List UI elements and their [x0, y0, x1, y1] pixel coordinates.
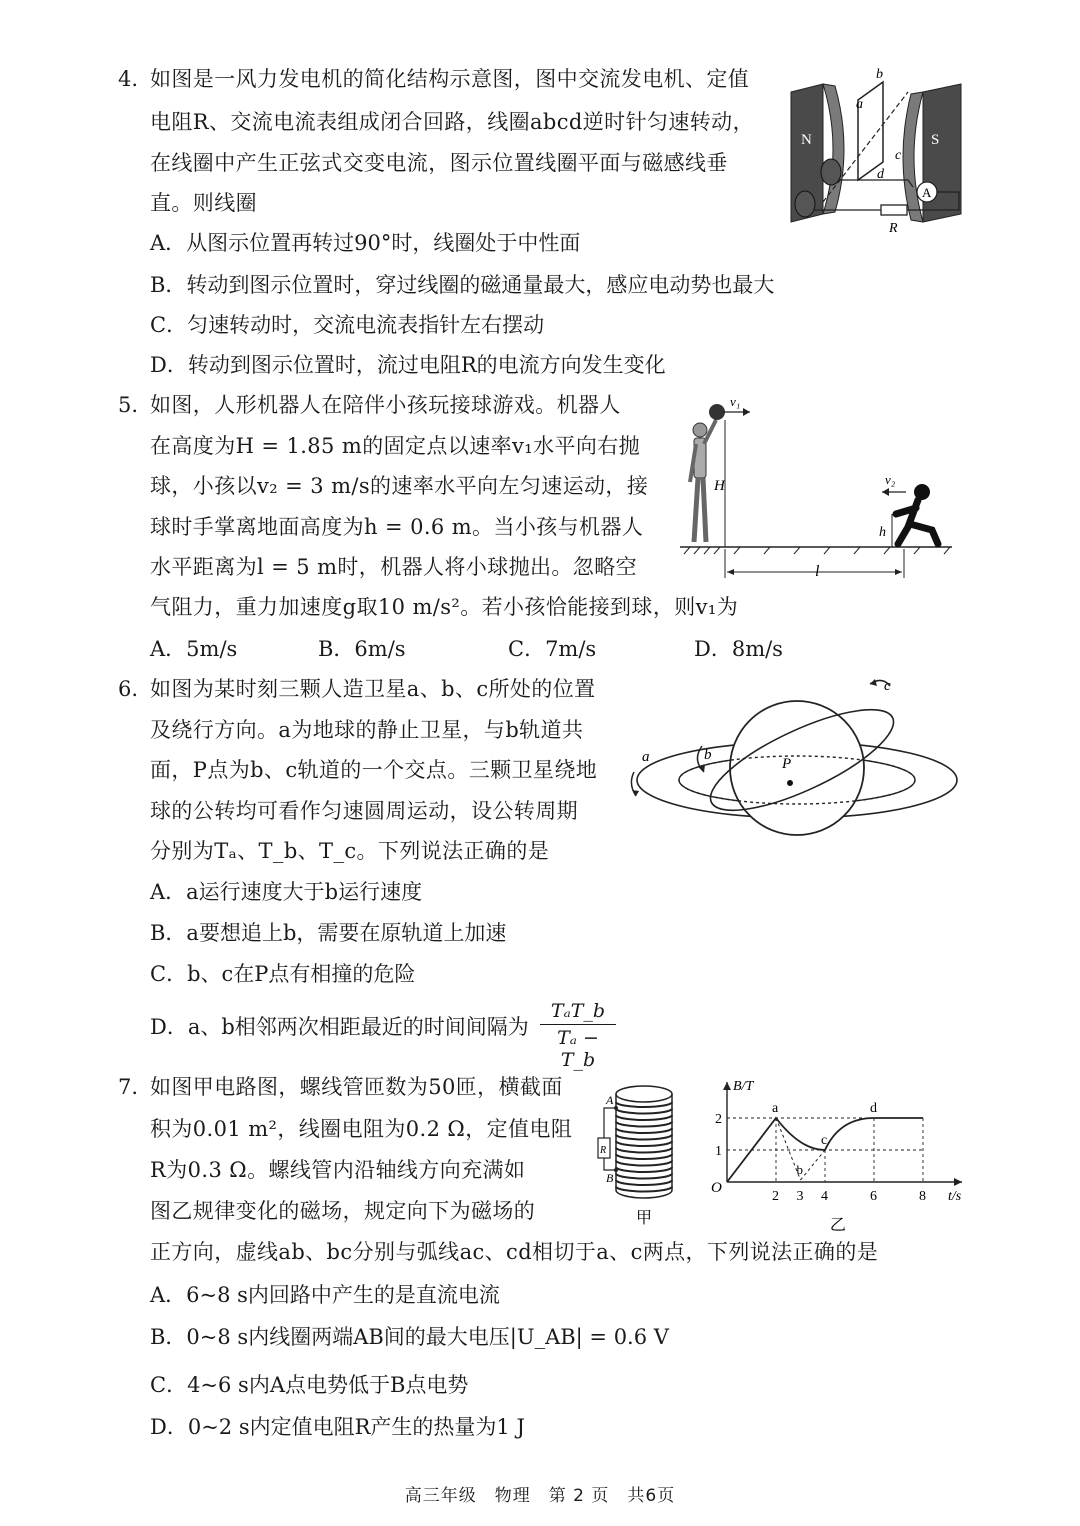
figure-yi-caption: 乙	[829, 1217, 846, 1234]
point-c-label: c	[821, 1133, 828, 1148]
terminal-B-label: B	[606, 1171, 614, 1185]
v2-label: v₂	[885, 472, 896, 487]
q6-option-a: A．a运行速度大于b运行速度	[150, 880, 423, 904]
resistor-label: R	[889, 221, 898, 236]
q4-option-a: A．从图示位置再转过90°时，线圈处于中性面	[150, 231, 581, 255]
x-tick-label: 8	[919, 1189, 926, 1204]
terminal-A-label: A	[606, 1093, 614, 1107]
point-d-label: d	[870, 1101, 877, 1116]
q6-line-2: 及绕行方向。a为地球的静止卫星，与b轨道共	[150, 718, 584, 742]
q7-option-d: D．0~2 s内定值电阻R产生的热量为1 J	[150, 1415, 525, 1439]
tangent-bc	[801, 1150, 826, 1180]
satellite-b-label: b	[704, 747, 712, 763]
bt-chart	[703, 1076, 973, 1236]
q5-line-3: 球，小孩以v₂ = 3 m/s的速率水平向左匀速运动，接	[150, 474, 649, 498]
q5-line-5: 水平距离为l = 5 m时，机器人将小球抛出。忽略空	[150, 555, 638, 579]
satellite-a-label: a	[642, 749, 650, 765]
q5-line-2: 在高度为H = 1.85 m的固定点以速率v₁水平向右抛	[150, 434, 641, 458]
point-p-label: P	[782, 756, 792, 772]
x-tick-label: 6	[870, 1189, 877, 1204]
coil-d-label: d	[877, 167, 884, 182]
q5-option-c: C．7m/s	[508, 637, 597, 661]
q5-line-6: 气阻力，重力加速度g取10 m/s²。若小孩恰能接到球，则v₁为	[150, 595, 739, 619]
generator-figure	[783, 62, 973, 240]
coil-a-label: a	[856, 97, 863, 112]
fraction-denominator: Tₐ − T_b	[557, 1027, 599, 1071]
coil-turn	[616, 1161, 672, 1166]
q7-option-c: C．4~6 s内A点电势低于B点电势	[150, 1373, 469, 1397]
q4-line-1: 如图是一风力发电机的简化结构示意图，图中交流发电机、定值	[150, 67, 750, 91]
y-tick-label: 2	[715, 1112, 722, 1127]
q4-line-3: 在线圈中产生正弦式交变电流，图示位置线圈平面与磁感线垂	[150, 151, 728, 175]
figure-jia-caption: 甲	[636, 1210, 653, 1227]
jia-resistor-label: R	[600, 1145, 607, 1156]
coil-turn	[616, 1122, 672, 1127]
ammeter-label: A	[922, 185, 932, 200]
q5-option-a: A．5m/s	[150, 637, 238, 661]
q6-line-1: 如图为某时刻三颗人造卫星a、b、c所处的位置	[150, 677, 596, 701]
height-H-label: H	[714, 478, 725, 494]
q6-option-b: B．a要想追上b，需要在原轨道上加速	[150, 921, 507, 945]
distance-l-label: l	[815, 563, 820, 580]
coil-b-label: b	[876, 67, 883, 82]
q4-line-4: 直。则线圈	[150, 191, 257, 215]
satellite-orbits-figure	[622, 672, 962, 862]
coil-turn	[616, 1154, 672, 1159]
q7-option-b: B．0~8 s内线圈两端AB间的最大电压|U_AB| = 0.6 V	[150, 1325, 669, 1349]
origin-label: O	[711, 1180, 722, 1196]
coil-turn	[616, 1115, 672, 1120]
x-axis-arrow	[954, 1178, 962, 1186]
n-pole-label: N	[801, 132, 812, 148]
bt-curve	[727, 1118, 923, 1182]
q4-number: 4.	[118, 67, 139, 91]
robot-catch-figure	[670, 392, 960, 588]
x-tick-label: 2	[772, 1189, 779, 1204]
q4-option-d: D．转动到图示位置时，流过电阻R的电流方向发生变化	[150, 353, 666, 377]
q7-number: 7.	[118, 1075, 139, 1099]
s-pole-label: S	[931, 132, 940, 148]
q4-option-c: C．匀速转动时，交流电流表指针左右摆动	[150, 313, 545, 337]
period-fraction	[540, 1000, 616, 1071]
q7-line-4: 图乙规律变化的磁场，规定向下为磁场的	[150, 1199, 536, 1223]
coil-turn	[616, 1180, 672, 1185]
q5-number: 5.	[118, 393, 139, 417]
q7-line-1: 如图甲电路图，螺线管匝数为50匝，横截面	[150, 1075, 563, 1099]
fraction-numerator: TₐT_b	[550, 1000, 606, 1022]
q5-option-b: B．6m/s	[318, 637, 406, 661]
q4-option-b: B．转动到图示位置时，穿过线圈的磁通量最大，感应电动势也最大	[150, 273, 775, 297]
q6-line-3: 面，P点为b、c轨道的一个交点。三颗卫星绕地	[150, 758, 598, 782]
coil-c-label: c	[895, 148, 902, 163]
x-tick-label: 3	[796, 1189, 804, 1204]
coil-turn	[616, 1174, 672, 1179]
x-axis-label: t/s	[948, 1189, 962, 1204]
v1-label: v₁	[730, 394, 741, 409]
x-tick-label: 4	[821, 1189, 828, 1204]
q6-option-c: C．b、c在P点有相撞的危险	[150, 962, 416, 986]
point-a-label: a	[772, 1101, 779, 1116]
coil-turn	[616, 1141, 672, 1146]
q6-option-d: D．a、b相邻两次相距最近的时间间隔为	[150, 1015, 529, 1039]
q7-line-2: 积为0.01 m²，线圈电阻为0.2 Ω，定值电阻	[150, 1117, 573, 1141]
page-footer: 高三年级 物理 第 2 页 共6页	[404, 1486, 676, 1506]
coil-turn	[616, 1135, 672, 1140]
point-b-label: b	[796, 1162, 803, 1177]
height-h-label: h	[879, 525, 886, 540]
q6-number: 6.	[118, 677, 139, 701]
coil-turn	[616, 1187, 672, 1192]
coil-turn	[616, 1148, 672, 1153]
solenoid-circuit-figure	[584, 1078, 694, 1228]
q7-line-3: R为0.3 Ω。螺线管内沿轴线方向充满如	[150, 1158, 526, 1182]
coil-turn	[616, 1167, 672, 1172]
coil-turn	[616, 1109, 672, 1114]
y-axis-label: B/T	[733, 1079, 754, 1094]
q5-line-1: 如图，人形机器人在陪伴小孩玩接球游戏。机器人	[150, 393, 621, 417]
q7-option-a: A．6~8 s内回路中产生的是直流电流	[150, 1283, 500, 1307]
y-tick-label: 1	[715, 1144, 722, 1159]
q5-option-d: D．8m/s	[694, 637, 783, 661]
q6-line-5: 分别为Tₐ、T_b、T_c。下列说法正确的是	[150, 839, 550, 863]
coil-turn	[616, 1128, 672, 1133]
q6-line-4: 球的公转均可看作匀速圆周运动，设公转周期	[150, 799, 578, 823]
q7-line-5: 正方向，虚线ab、bc分别与弧线ac、cd相切于a、c两点，下列说法正确的是	[150, 1240, 879, 1264]
q4-line-2: 电阻R、交流电流表组成闭合回路，线圈abcd逆时针匀速转动，	[150, 110, 754, 134]
satellite-c-label: c	[884, 678, 891, 694]
y-axis-arrow	[723, 1082, 731, 1090]
q5-line-4: 球时手掌离地面高度为h = 0.6 m。当小孩与机器人	[150, 515, 644, 539]
